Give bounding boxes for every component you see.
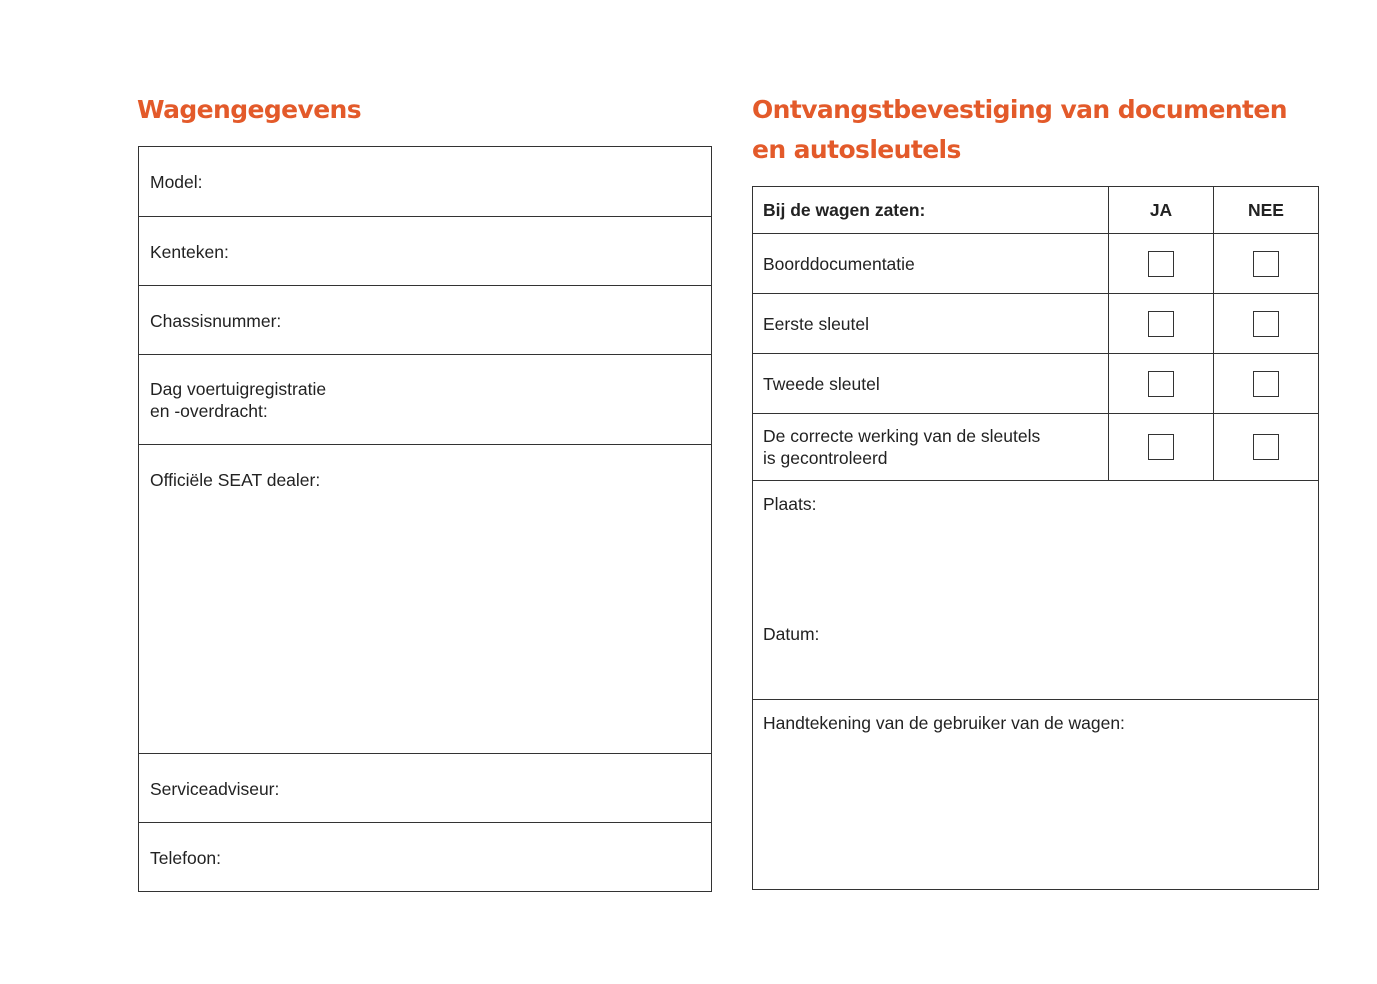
vehicle-details-form bbox=[138, 146, 712, 892]
no-checkbox[interactable] bbox=[1253, 311, 1279, 337]
no-column-header: NEE bbox=[1213, 187, 1318, 233]
registration-date-label: Dag voertuigregistratie en -overdracht: bbox=[150, 379, 327, 421]
table-row bbox=[753, 413, 1318, 480]
signature-label: Handtekening van de gebruiker van de wagen: bbox=[763, 713, 1125, 733]
receipt-confirmation-heading: Ontvangstbevestiging van documenten en autosleutels bbox=[752, 95, 1287, 164]
phone-label: Telefoon: bbox=[150, 848, 222, 868]
no-checkbox[interactable] bbox=[1253, 434, 1279, 460]
place-label: Plaats: bbox=[763, 494, 817, 514]
table-row bbox=[753, 353, 1318, 413]
table-row bbox=[753, 293, 1318, 353]
yes-column-header: JA bbox=[1108, 187, 1213, 233]
phone-field[interactable] bbox=[139, 822, 711, 891]
table-header bbox=[753, 187, 1318, 233]
no-checkbox[interactable] bbox=[1253, 251, 1279, 277]
model-label: Model: bbox=[150, 172, 203, 192]
model-field[interactable] bbox=[139, 147, 711, 216]
yes-checkbox[interactable] bbox=[1148, 251, 1174, 277]
vehicle-details-heading: Wagengegevens bbox=[137, 95, 362, 124]
registration-date-field[interactable] bbox=[139, 354, 711, 444]
place-date-field[interactable] bbox=[753, 480, 1318, 699]
signature-field[interactable] bbox=[753, 699, 1318, 889]
dealer-field[interactable] bbox=[139, 444, 711, 753]
license-plate-label: Kenteken: bbox=[150, 242, 229, 262]
table-row bbox=[753, 233, 1318, 293]
item-label: De correcte werking van de sleutels is gecontroleerd bbox=[763, 426, 1041, 468]
dealer-label: Officiële SEAT dealer: bbox=[150, 470, 321, 490]
no-checkbox[interactable] bbox=[1253, 371, 1279, 397]
date-label: Datum: bbox=[763, 624, 820, 644]
license-plate-field[interactable] bbox=[139, 216, 711, 285]
item-label: Eerste sleutel bbox=[763, 313, 870, 334]
yes-checkbox[interactable] bbox=[1148, 371, 1174, 397]
receipt-form bbox=[752, 186, 1319, 890]
yes-checkbox[interactable] bbox=[1148, 311, 1174, 337]
item-label: Boorddocumentatie bbox=[763, 253, 915, 274]
service-advisor-label: Serviceadviseur: bbox=[150, 779, 280, 799]
service-advisor-field[interactable] bbox=[139, 753, 711, 822]
included-items-header: Bij de wagen zaten: bbox=[763, 200, 926, 220]
yes-checkbox[interactable] bbox=[1148, 434, 1174, 460]
chassis-number-label: Chassisnummer: bbox=[150, 311, 282, 331]
chassis-number-field[interactable] bbox=[139, 285, 711, 354]
item-label: Tweede sleutel bbox=[763, 373, 880, 394]
